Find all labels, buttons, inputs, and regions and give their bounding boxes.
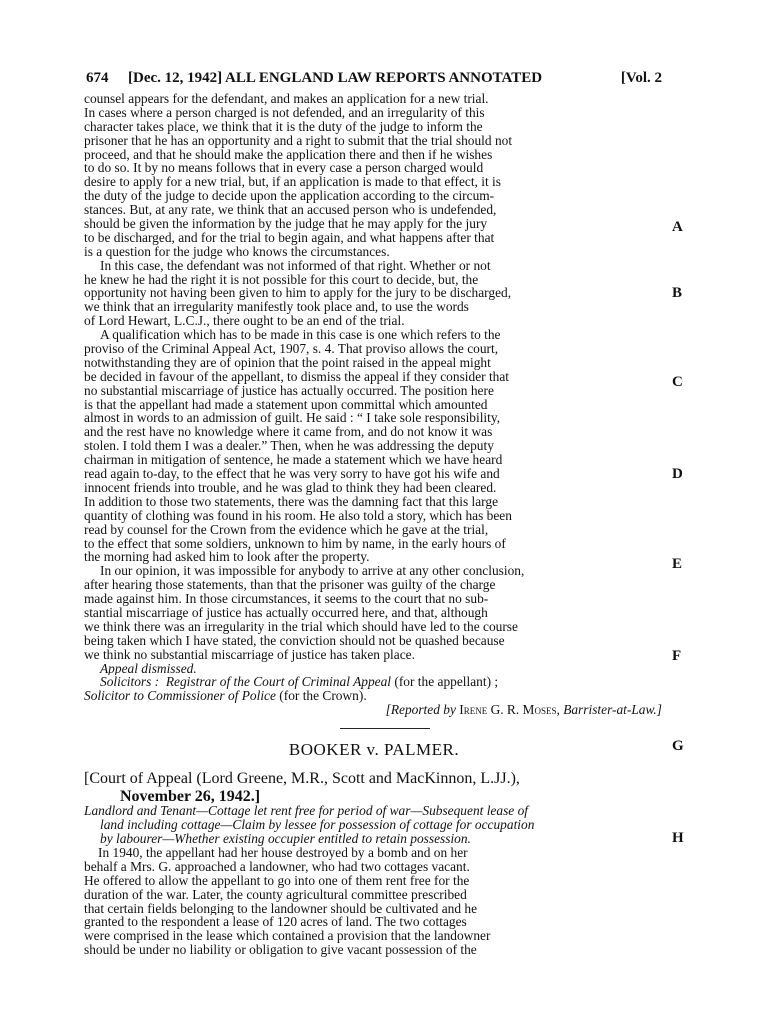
text-line: In this case, the defendant was not informed of that right. Whether or not [100,258,491,273]
margin-letter-e: E [672,556,683,572]
text-line: almost in words to an admission of guilt. He said : “ I take sole responsibility, [84,411,501,426]
section-divider [340,728,430,729]
catchword-line: land including cottage—Claim by lessee for possession of cottage for occupation [100,817,535,832]
text-line: stolen. I told them I was a dealer.” Then, when he was addressing the deputy [84,439,494,454]
judgment-date: November 26, 1942.] [120,788,261,805]
text-line: that certain fields belonging to the landowner should be cultivated and he [84,901,478,916]
page-number: 674 [86,70,109,86]
catchword-line: by labourer—Whether existing occupier entitled to retain possession. [100,831,471,846]
catchwords [84,804,664,846]
margin-letter-h: H [672,830,684,846]
text-line: In 1940, the appellant had her house destroyed by a bomb and on her [98,846,468,860]
text-line: chairman in mitigation of sentence, he made a statement which we have heard [84,453,503,468]
margin-letter-d: D [672,466,683,482]
text-line: we think there was an irregularity in the trial which should have led to the course [84,619,518,634]
text-line: read by counsel for the Crown from the evidence which he gave at the trial, [84,522,489,537]
text-line: A qualification which has to be made in this case is one which refers to the [100,328,501,343]
text-line: quantity of clothing was found in his room. He also told a story, which has been [84,508,512,523]
catchword-line: Landlord and Tenant—Cottage let rent free for period of war—Subsequent lease of [84,804,528,818]
text-line: were comprised in the lease which contained a provision that the landowner [84,929,491,944]
text-line: prisoner that he has an opportunity and a right to submit that the trial should not [84,133,513,148]
court-line [84,770,674,806]
text-line: notwithstanding they are of opinion that the point raised in the appeal might [84,355,491,370]
text-line: to be discharged, and for the trial to begin again, and what happens after that [84,230,495,245]
text-line: being taken which I have stated, the conviction should not be quashed because [84,633,505,648]
reporter-name: Irene G. R. Moses, [459,703,560,718]
text-line: after hearing those statements, than that the prisoner was guilty of the charge [84,578,496,593]
text-line: of Lord Hewart, L.C.J., there ought to be an end of the trial. [84,314,405,329]
text-line: opportunity not having been given to him to apply for the jury to be discharged, [84,286,512,301]
reporter-title: Barrister-at-Law.] [563,703,662,718]
crown-solicitor: Solicitor to Commissioner of Police [84,689,276,704]
judgment-text [84,92,664,717]
margin-letter-a: A [672,219,683,235]
text-line: we think no substantial miscarriage of justice has taken place. [84,647,415,662]
text-line: be decided in favour of the appellant, to dismiss the appeal if they consider that [84,369,510,384]
text-line: we think that an irregularity manifestly took place and, to use the words [84,300,469,315]
margin-letter-c: C [672,374,683,390]
appellant-solicitor: Registrar of the Court of Criminal Appeal [165,675,392,690]
text-line: to the effect that some soldiers, unknown to him by name, in the early hours of [84,536,506,551]
text-line: He offered to allow the appellant to go into one of them rent free for the [84,873,470,888]
margin-letter-b: B [672,285,683,301]
appellant-role: (for the appellant) ; [394,675,499,690]
crown-role: (for the Crown). [279,689,367,704]
text-line: In addition to those two statements, there was the damning fact that this large [84,494,499,509]
text-line: proceed, and that he should make the application there and then if he wishes [84,147,493,162]
solicitors-line-2 [84,689,664,703]
text-line: the morning had asked him to look after the property. [84,550,370,565]
text-line: is a question for the judge who knows the circumstances. [84,244,390,259]
text-line: innocent friends into trouble, and he was glad to think they had been cleared. [84,480,497,495]
volume-label: [Vol. 2 [620,70,662,86]
text-line: read again to-day, to the effect that he was very sorry to have got his wife and [84,467,500,481]
text-line: and the rest have no knowledge where it came from, and do not know it was [84,425,493,440]
text-line: should be under no liability or obligation to give vacant possession of the [84,943,477,958]
margin-letter-g: G [672,738,684,754]
text-line: made against him. In those circumstances, it seems to the court that no sub- [84,592,489,606]
text-line: the duty of the judge to decide upon the application according to the circum- [84,189,495,204]
solicitors-label: Solicitors : [100,675,160,690]
running-title: [Dec. 12, 1942] ALL ENGLAND LAW REPORTS ANNOTATED [128,70,543,86]
reporter-line [84,703,664,717]
running-header [86,70,662,90]
text-line: counsel appears for the defendant, and makes an application for a new trial. [84,92,489,106]
text-line: In cases where a person charged is not defended, and an irregularity of this [84,105,485,120]
text-line: proviso of the Criminal Appeal Act, 1907, s. 4. That proviso allows the court, [84,342,499,356]
text-line: granted to the respondent a lease of 120 acres of land. The two cottages [84,915,467,930]
text-line: duration of the war. Later, the county agricultural committee prescribed [84,887,467,902]
text-line: In our opinion, it was impossible for anybody to arrive at any other conclusion, [100,564,525,579]
disposition: Appeal dismissed. [100,661,197,676]
text-line: behalf a Mrs. G. approached a landowner, who had two cottages vacant. [84,859,470,874]
text-line: stances. But, at any rate, we think that an accused person who is undefended, [84,203,497,218]
margin-letter-f: F [672,648,682,664]
text-line: is that the appellant had made a statement upon committal which amounted [84,397,488,412]
text-line: character takes place, we think that it is the duty of the judge to inform the [84,119,483,134]
court-coram: [Court of Appeal (Lord Greene, M.R., Scott and MacKinnon, L.JJ.), [84,770,520,787]
text-line: to do so. It by no means follows that in every case a person charged would [84,161,484,176]
case-facts [84,846,664,957]
text-line: stantial miscarriage of justice has actually occurred here, and that, although [84,605,488,620]
reporter-prefix: [Reported by [385,703,456,718]
text-line: should be given the information by the judge that he may apply for the jury [84,217,488,231]
text-line: no substantial miscarriage of justice has actually occurred. The position here [84,383,494,398]
text-line: desire to apply for a new trial, but, if an application is made to that effect, it is [84,175,501,190]
solicitors-line-1 [84,675,664,689]
case-title: BOOKER v. PALMER. [288,740,460,759]
text-line: he knew he had the right it is not possible for this court to decide, but, the [84,272,479,287]
